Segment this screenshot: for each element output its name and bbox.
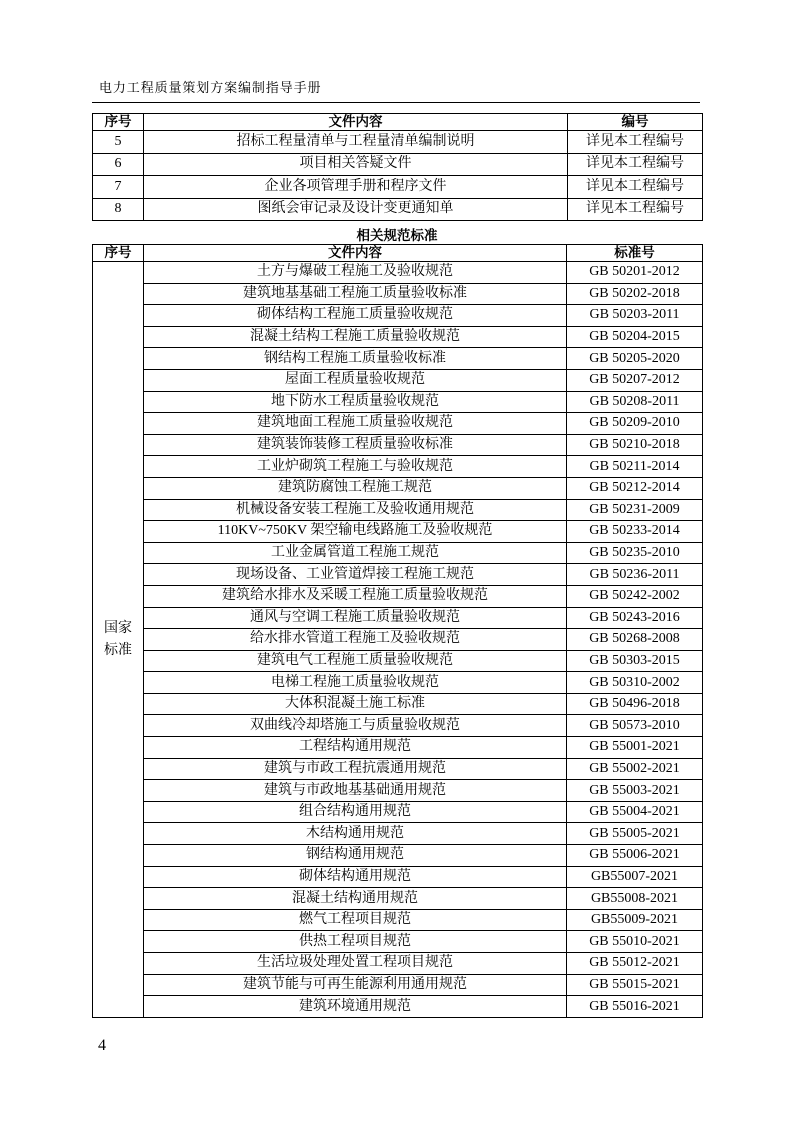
- standard-name: 工程结构通用规范: [144, 737, 567, 759]
- table-row: [93, 672, 703, 694]
- standard-code: GB 55003-2021: [567, 780, 703, 802]
- standard-name: 工业金属管道工程施工规范: [144, 542, 567, 564]
- document-code: 详见本工程编号: [568, 176, 703, 199]
- standard-name: 电梯工程施工质量验收规范: [144, 672, 567, 694]
- standard-code: GB 50201-2012: [567, 262, 703, 284]
- table-row: [93, 413, 703, 435]
- standard-name: 工业炉砌筑工程施工与验收规范: [144, 456, 567, 478]
- table-row: [93, 715, 703, 737]
- standard-code: GB 50573-2010: [567, 715, 703, 737]
- category-cell: [93, 262, 144, 1018]
- standard-code: GB 50268-2008: [567, 629, 703, 651]
- table-row: [93, 434, 703, 456]
- standard-name: 建筑电气工程施工质量验收规范: [144, 650, 567, 672]
- category-label-line: 国家: [104, 620, 132, 636]
- standard-name: 建筑给水排水及采暖工程施工质量验收规范: [144, 585, 567, 607]
- table-row: [93, 650, 703, 672]
- table-row: [93, 262, 703, 284]
- column-header-no: 序号: [93, 245, 144, 262]
- standard-code: GB 50303-2015: [567, 650, 703, 672]
- standard-name: 燃气工程项目规范: [144, 909, 567, 931]
- table-row: [93, 305, 703, 327]
- standard-code: GB 55002-2021: [567, 758, 703, 780]
- standard-name: 砌体结构通用规范: [144, 866, 567, 888]
- table-row: [93, 758, 703, 780]
- standard-code: GB 50235-2010: [567, 542, 703, 564]
- standard-name: 通风与空调工程施工质量验收规范: [144, 607, 567, 629]
- standard-name: 混凝土结构工程施工质量验收规范: [144, 326, 567, 348]
- table-row: [93, 931, 703, 953]
- table-row: [93, 521, 703, 543]
- table-row: [93, 845, 703, 867]
- standard-code: GB 50202-2018: [567, 283, 703, 305]
- standard-name: 供热工程项目规范: [144, 931, 567, 953]
- category-label-line: 标准: [104, 642, 132, 658]
- row-number: 6: [93, 153, 144, 176]
- document-code: 详见本工程编号: [568, 198, 703, 221]
- document-content: 项目相关答疑文件: [144, 153, 568, 176]
- table-row: [93, 607, 703, 629]
- standard-name: 建筑地面工程施工质量验收规范: [144, 413, 567, 435]
- standard-name: 建筑环境通用规范: [144, 996, 567, 1018]
- document-content: 招标工程量清单与工程量清单编制说明: [144, 131, 568, 154]
- standard-name: 给水排水管道工程施工及验收规范: [144, 629, 567, 651]
- standard-code: GB 50496-2018: [567, 693, 703, 715]
- standard-code: GB 50242-2002: [567, 585, 703, 607]
- standard-name: 地下防水工程质量验收规范: [144, 391, 567, 413]
- table-row: [93, 542, 703, 564]
- table-row: [93, 953, 703, 975]
- standard-name: 屋面工程质量验收规范: [144, 369, 567, 391]
- table-row: [93, 391, 703, 413]
- standard-code: GB 50310-2002: [567, 672, 703, 694]
- table-row: [93, 737, 703, 759]
- standard-name: 建筑节能与可再生能源利用通用规范: [144, 974, 567, 996]
- standard-code: GB 50231-2009: [567, 499, 703, 521]
- standard-code: GB 50203-2011: [567, 305, 703, 327]
- document-code: 详见本工程编号: [568, 153, 703, 176]
- standard-code: GB55008-2021: [567, 888, 703, 910]
- row-number: 8: [93, 198, 144, 221]
- standard-code: GB 55015-2021: [567, 974, 703, 996]
- table-header-row: [93, 245, 703, 262]
- table-row: [93, 198, 703, 221]
- standard-code: GB 55005-2021: [567, 823, 703, 845]
- table-row: [93, 823, 703, 845]
- standard-code: GB 50233-2014: [567, 521, 703, 543]
- standard-code: GB 55001-2021: [567, 737, 703, 759]
- standard-name: 混凝土结构通用规范: [144, 888, 567, 910]
- standard-code: GB 50211-2014: [567, 456, 703, 478]
- standard-name: 机械设备安装工程施工及验收通用规范: [144, 499, 567, 521]
- section-title: 相关规范标准: [356, 228, 438, 243]
- standard-name: 大体积混凝土施工标准: [144, 693, 567, 715]
- header-rule: [92, 102, 700, 103]
- standard-name: 钢结构工程施工质量验收标准: [144, 348, 567, 370]
- standard-name: 建筑地基基础工程施工质量验收标准: [144, 283, 567, 305]
- standard-code: GB 50236-2011: [567, 564, 703, 586]
- table-row: [93, 974, 703, 996]
- standard-code: GB 50204-2015: [567, 326, 703, 348]
- table-header-row: [93, 114, 703, 131]
- table-row: [93, 131, 703, 154]
- table-row: [93, 888, 703, 910]
- standard-code: GB 50209-2010: [567, 413, 703, 435]
- table-row: [93, 477, 703, 499]
- column-header-no: 序号: [93, 114, 144, 131]
- table-row: [93, 585, 703, 607]
- standard-code: GB55009-2021: [567, 909, 703, 931]
- table-row: [93, 326, 703, 348]
- standards-table: [92, 244, 703, 1018]
- standard-code: GB 50208-2011: [567, 391, 703, 413]
- standard-code: GB 55012-2021: [567, 953, 703, 975]
- row-number: 5: [93, 131, 144, 154]
- table-row: [93, 348, 703, 370]
- reference-documents-table: [92, 113, 703, 221]
- table-row: [93, 176, 703, 199]
- document-content: 企业各项管理手册和程序文件: [144, 176, 568, 199]
- standard-code: GB55007-2021: [567, 866, 703, 888]
- table-row: [93, 283, 703, 305]
- standard-name: 建筑装饰装修工程质量验收标准: [144, 434, 567, 456]
- row-number: 7: [93, 176, 144, 199]
- table-row: [93, 780, 703, 802]
- standard-code: GB 50205-2020: [567, 348, 703, 370]
- table-row: [93, 369, 703, 391]
- standard-name: 组合结构通用规范: [144, 801, 567, 823]
- standard-name: 生活垃圾处理处置工程项目规范: [144, 953, 567, 975]
- table-row: [93, 996, 703, 1018]
- table-row: [93, 456, 703, 478]
- standard-code: GB 50212-2014: [567, 477, 703, 499]
- standard-code: GB 50210-2018: [567, 434, 703, 456]
- standard-name: 110KV~750KV 架空输电线路施工及验收规范: [144, 521, 567, 543]
- page-header-title: 电力工程质量策划方案编制指导手册: [99, 80, 322, 95]
- standard-name: 砌体结构工程施工质量验收规范: [144, 305, 567, 327]
- table-row: [93, 499, 703, 521]
- standard-name: 钢结构通用规范: [144, 845, 567, 867]
- standard-code: GB 55006-2021: [567, 845, 703, 867]
- table-row: [93, 909, 703, 931]
- column-header-code: 编号: [568, 114, 703, 131]
- standard-name: 木结构通用规范: [144, 823, 567, 845]
- column-header-standard-code: 标准号: [567, 245, 703, 262]
- table-row: [93, 564, 703, 586]
- table-row: [93, 629, 703, 651]
- table-row: [93, 801, 703, 823]
- table-row: [93, 866, 703, 888]
- table-row: [93, 153, 703, 176]
- document-code: 详见本工程编号: [568, 131, 703, 154]
- standard-name: 建筑与市政工程抗震通用规范: [144, 758, 567, 780]
- standard-code: GB 55016-2021: [567, 996, 703, 1018]
- column-header-content: 文件内容: [144, 245, 567, 262]
- standard-code: GB 55004-2021: [567, 801, 703, 823]
- standard-name: 现场设备、工业管道焊接工程施工规范: [144, 564, 567, 586]
- table-row: [93, 693, 703, 715]
- standard-name: 土方与爆破工程施工及验收规范: [144, 262, 567, 284]
- standard-code: GB 50243-2016: [567, 607, 703, 629]
- standard-code: GB 55010-2021: [567, 931, 703, 953]
- standard-name: 建筑防腐蚀工程施工规范: [144, 477, 567, 499]
- standard-name: 建筑与市政地基基础通用规范: [144, 780, 567, 802]
- page-number: 4: [98, 1037, 106, 1054]
- standard-name: 双曲线冷却塔施工与质量验收规范: [144, 715, 567, 737]
- column-header-content: 文件内容: [144, 114, 568, 131]
- standard-code: GB 50207-2012: [567, 369, 703, 391]
- document-content: 图纸会审记录及设计变更通知单: [144, 198, 568, 221]
